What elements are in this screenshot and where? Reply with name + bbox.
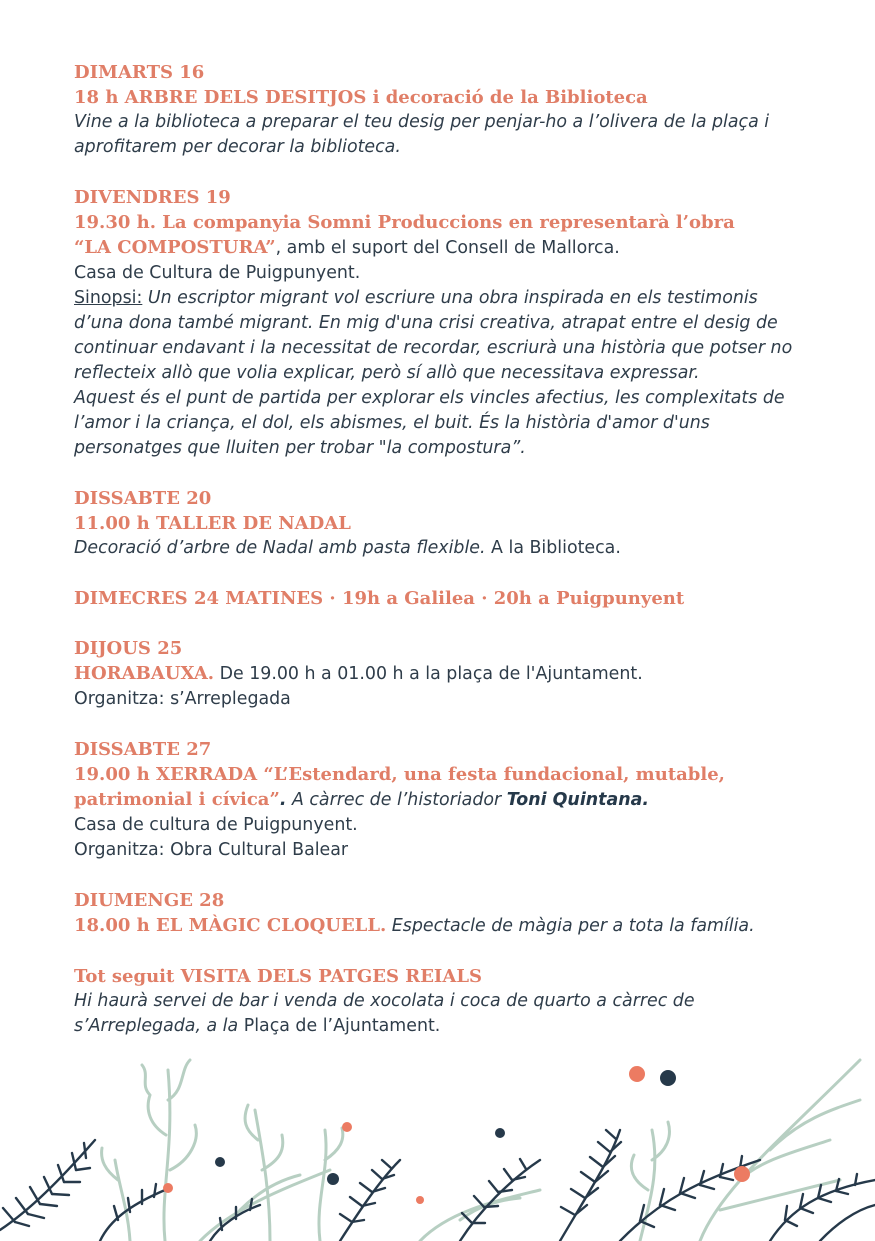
event-title-line bbox=[74, 661, 834, 687]
event-description: A càrrec de l’historiador bbox=[286, 790, 507, 810]
event-title: 18 h ARBRE DELS DESITJOS i decoració de la Biblioteca bbox=[74, 87, 648, 108]
sinopsi-label: Sinopsi: bbox=[74, 288, 143, 308]
event-title: 11.00 h TALLER DE NADAL bbox=[74, 513, 351, 534]
play-support: , amb el suport del Consell de Mallorca. bbox=[275, 238, 620, 258]
event-description: Hi haurà servei de bar i venda de xocolata i coca de quarto a càrrec de bbox=[74, 991, 695, 1011]
event-description: s’Arreplegada, a la bbox=[74, 1016, 239, 1036]
event-title-line bbox=[74, 235, 834, 261]
sinopsi-text: Aquest és el punt de partida per explorar els vincles afectius, les complexitats de bbox=[74, 388, 785, 408]
event-divendres-19 bbox=[74, 185, 834, 461]
event-title-line bbox=[74, 913, 834, 939]
event-place: A la Biblioteca. bbox=[485, 538, 621, 558]
event-title: DIMECRES 24 MATINES · 19h a Galilea · 20h a Puigpunyent bbox=[74, 588, 685, 609]
speaker-name: Toni Quintana. bbox=[506, 790, 649, 810]
event-dimecres-24 bbox=[74, 586, 834, 611]
event-title: HORABAUXA. bbox=[74, 663, 215, 684]
event-description: Vine a la biblioteca a preparar el teu desig per penjar-ho a l’olivera de la plaça i bbox=[74, 112, 770, 132]
title-period: . bbox=[279, 790, 287, 810]
event-place: Plaça de l’Ajuntament. bbox=[238, 1016, 441, 1036]
event-title-line bbox=[74, 787, 834, 813]
event-description: aprofitarem per decorar la biblioteca. bbox=[74, 137, 401, 157]
sinopsi-line bbox=[74, 286, 834, 311]
sinopsi-text: d’una dona també migrant. En mig d'una crisi creativa, atrapat entre el desig de bbox=[74, 313, 778, 333]
sinopsi-text: continuar endavant i la necessitat de recordar, escriurà una història que potser no bbox=[74, 338, 793, 358]
event-day: DIMARTS 16 bbox=[74, 62, 205, 83]
event-dimarts-16 bbox=[74, 60, 834, 160]
sinopsi-text: l’amor i la criança, el dol, els abismes, el buit. És la història d'amor d'uns bbox=[74, 413, 710, 433]
event-title: 19.30 h. La companyia Somni Produccions en representarà l’obra bbox=[74, 212, 735, 233]
event-dijous-25 bbox=[74, 636, 834, 712]
event-title: Tot seguit VISITA DELS PATGES REIALS bbox=[74, 966, 482, 987]
event-diumenge-28 bbox=[74, 888, 834, 939]
event-title: 19.00 h XERRADA “L’Estendard, una festa fundacional, mutable, bbox=[74, 764, 725, 785]
event-title: patrimonial i cívica” bbox=[74, 789, 280, 810]
pine-branches-decoration bbox=[0, 1040, 875, 1241]
event-visita-patges bbox=[74, 964, 834, 1039]
event-day: DISSABTE 20 bbox=[74, 488, 212, 509]
event-day: DIUMENGE 28 bbox=[74, 890, 225, 911]
play-title: “LA COMPOSTURA” bbox=[74, 237, 276, 258]
event-description-line bbox=[74, 536, 834, 561]
event-description: Decoració d’arbre de Nadal amb pasta flexible. bbox=[74, 538, 486, 558]
event-description-line bbox=[74, 1014, 834, 1039]
event-description: Espectacle de màgia per a tota la família. bbox=[386, 916, 755, 936]
sinopsi-text: reflecteix allò que volia explicar, però sí allò que necessitava expressar. bbox=[74, 363, 700, 383]
event-dissabte-27 bbox=[74, 737, 834, 863]
event-day: DISSABTE 27 bbox=[74, 739, 212, 760]
event-program bbox=[74, 60, 834, 1064]
event-description: De 19.00 h a 01.00 h a la plaça de l'Ajuntament. bbox=[214, 664, 643, 684]
event-dissabte-20 bbox=[74, 486, 834, 561]
event-place: Casa de cultura de Puigpunyent. bbox=[74, 815, 358, 835]
sinopsi-text: personatges que lluiten per trobar "la compostura”. bbox=[74, 438, 526, 458]
event-organizer: Organitza: s’Arreplegada bbox=[74, 689, 291, 709]
event-organizer: Organitza: Obra Cultural Balear bbox=[74, 840, 349, 860]
event-day: DIVENDRES 19 bbox=[74, 187, 231, 208]
event-title: 18.00 h EL MÀGIC CLOQUELL. bbox=[74, 915, 387, 936]
event-place: Casa de Cultura de Puigpunyent. bbox=[74, 263, 361, 283]
event-day: DIJOUS 25 bbox=[74, 638, 183, 659]
sinopsi-text: Un escriptor migrant vol escriure una obra inspirada en els testimonis bbox=[142, 288, 758, 308]
